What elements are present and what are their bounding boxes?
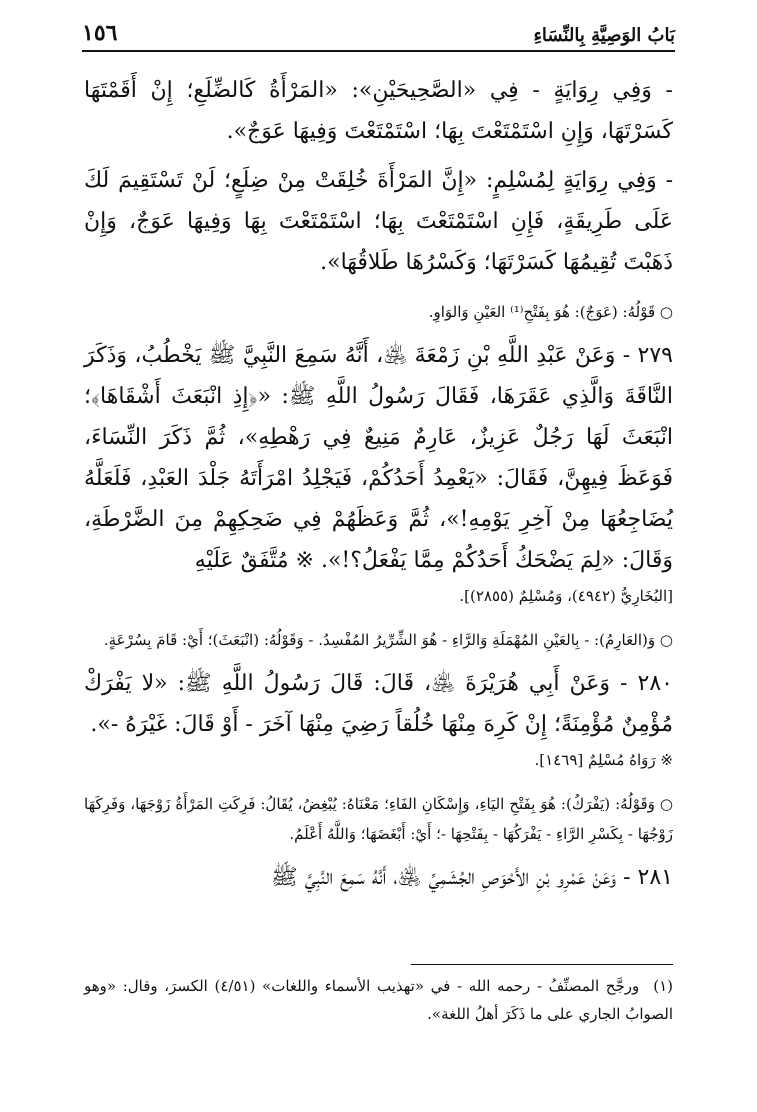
- hadith-281: ٢٨١ - وَعَنْ عَمْرِو بْنِ الأَحْوَصِ الجُشَمِيِّ ﵁، أَنَّهُ سَمِعَ النَّبِيَّ ﷺ: [271, 865, 673, 890]
- hadith-280-source: ※ رَوَاهُ مُسْلِمٌ [١٤٦٩].: [534, 751, 673, 769]
- footnote-text: ورجَّح المصنِّفُ - رحمه الله - في «تهذيب الأسماء واللغات» (٤/٥١) الكسرَ، وقال: «وهو الصوابُ الجاري على ما ذَكَرَ أهلُ اللغة».: [84, 977, 673, 1023]
- hadith-279: ٢٧٩ - وَعَنْ عَبْدِ اللَّهِ بْنِ زَمْعَةَ ﵁، أَنَّهُ سَمِعَ النَّبِيَّ ﷺ يَخْطُبُ، وَذَكَرَ النَّاقَةَ وَالَّذِي عَقَرَهَا، فَقَالَ رَسُولُ اللَّهِ ﷺ: «﴿إِذِ انْبَعَثَ أَشْقَاهَا﴾؛ انْبَعَثَ لَهَا رَجُلٌ عَزِيزٌ، عَارِمٌ مَنِيعٌ فِي رَهْطِهِ»، ثُمَّ ذَكَرَ النِّسَاءَ، فَوَعَظَ فِيهِنَّ، فَقَالَ: «يَعْمِدُ أَحَدُكُمْ، فَيَجْلِدُ امْرَأَتَهُ جَلْدَ العَبْدِ، فَلَعَلَّهُ يُضَاجِعُهَا مِنْ آخِرِ يَوْمِهِ!»، ثُمَّ وَعَظَهُمْ فِي ضَحِكِهِمْ مِنَ الضَّرْطَةِ، وَقَالَ: «لِمَ يَضْحَكُ أَحَدُكُمْ مِمَّا يَفْعَلُ؟!». ※ مُتَّفَقٌ عَلَيْهِ: [84, 343, 673, 573]
- note-yafrak: ○ وَقَوْلُهُ: (يَفْرَكُ): هُوَ بِفَتْحِ اليَاءِ، وَإِسْكَانِ الفَاءِ؛ مَعْنَاهُ: يُبْغِضُ، يُقَالُ: فَرِكَتِ المَرْأَةُ زَوْجَهَا، وَفَرِكَهَا زَوْجُهَا - بِكَسْرِ الرَّاءِ - يَفْرَكُهَا - بِفَتْحِهَا -؛ أَيْ: أَبْغَضَهَا؛ وَاللَّهُ أَعْلَمُ.: [84, 795, 673, 843]
- footnote-marker: (١): [653, 977, 673, 995]
- hadith-279-source: [البُخَارِيُّ (٤٩٤٢)، وَمُسْلِمٌ (٢٨٥٥)].: [459, 587, 673, 605]
- paragraph-sahihayn-narration: - وَفِي رِوَايَةٍ - فِي «الصَّحِيحَيْنِ»: «المَرْأَةُ كَالضِّلَعِ؛ إِنْ أَقَمْتَهَا كَسَرْتَهَا، وَإِنِ اسْتَمْتَعْتَ بِهَا؛ اسْتَمْتَعْتَ وَفِيهَا عَوَجٌ».: [84, 78, 673, 144]
- hadith-280: ٢٨٠ - وَعَنْ أَبِي هُرَيْرَةَ ﵁، قَالَ: قَالَ رَسُولُ اللَّهِ ﷺ: «لا يَفْرَكْ مُؤْمِنٌ مُؤْمِنَةً؛ إِنْ كَرِهَ مِنْهَا خُلُقاً رَضِيَ مِنْهَا آخَرَ - أَوْ قَالَ: غَيْرَهُ -».: [84, 671, 673, 737]
- footnote-1: [84, 972, 673, 1028]
- chapter-title: بَابُ الوَصِيَّةِ بِالنِّسَاءِ: [533, 25, 675, 46]
- paragraph-muslim-narration: - وَفِي رِوَايَةٍ لِمُسْلِمٍ: «إِنَّ المَرْأَةَ خُلِقَتْ مِنْ ضِلَعٍ؛ لَنْ تَسْتَقِيمَ لَكَ عَلَى طَرِيقَةٍ، فَإِنِ اسْتَمْتَعْتَ بِهَا؛ اسْتَمْتَعْتَ بِهَا وَفِيهَا عَوَجٌ، وَإِنْ ذَهَبْتَ تُقِيمُهَا كَسَرْتَهَا؛ وَكَسْرُهَا طَلاقُهَا».: [84, 168, 673, 275]
- page-number: ١٥٦: [82, 20, 118, 46]
- note-arim: ○ وَ(العَارِمُ): - بِالعَيْنِ المُهْمَلَةِ وَالرَّاءِ - هُوَ الشِّرِّيرُ المُفْسِدُ. - وَقَوْلُهُ: (انْبَعَثَ)؛ أَيْ: قَامَ بِسُرْعَةٍ.: [103, 631, 673, 649]
- footnote-divider: [411, 964, 673, 965]
- note-awaj: ○ قَوْلُهُ: (عَوَجٌ): هُوَ بِفَتْحِ⁽¹⁾ العَيْنِ وَالوَاوِ.: [428, 303, 673, 321]
- page-header: [82, 8, 675, 52]
- page-body: [84, 70, 673, 898]
